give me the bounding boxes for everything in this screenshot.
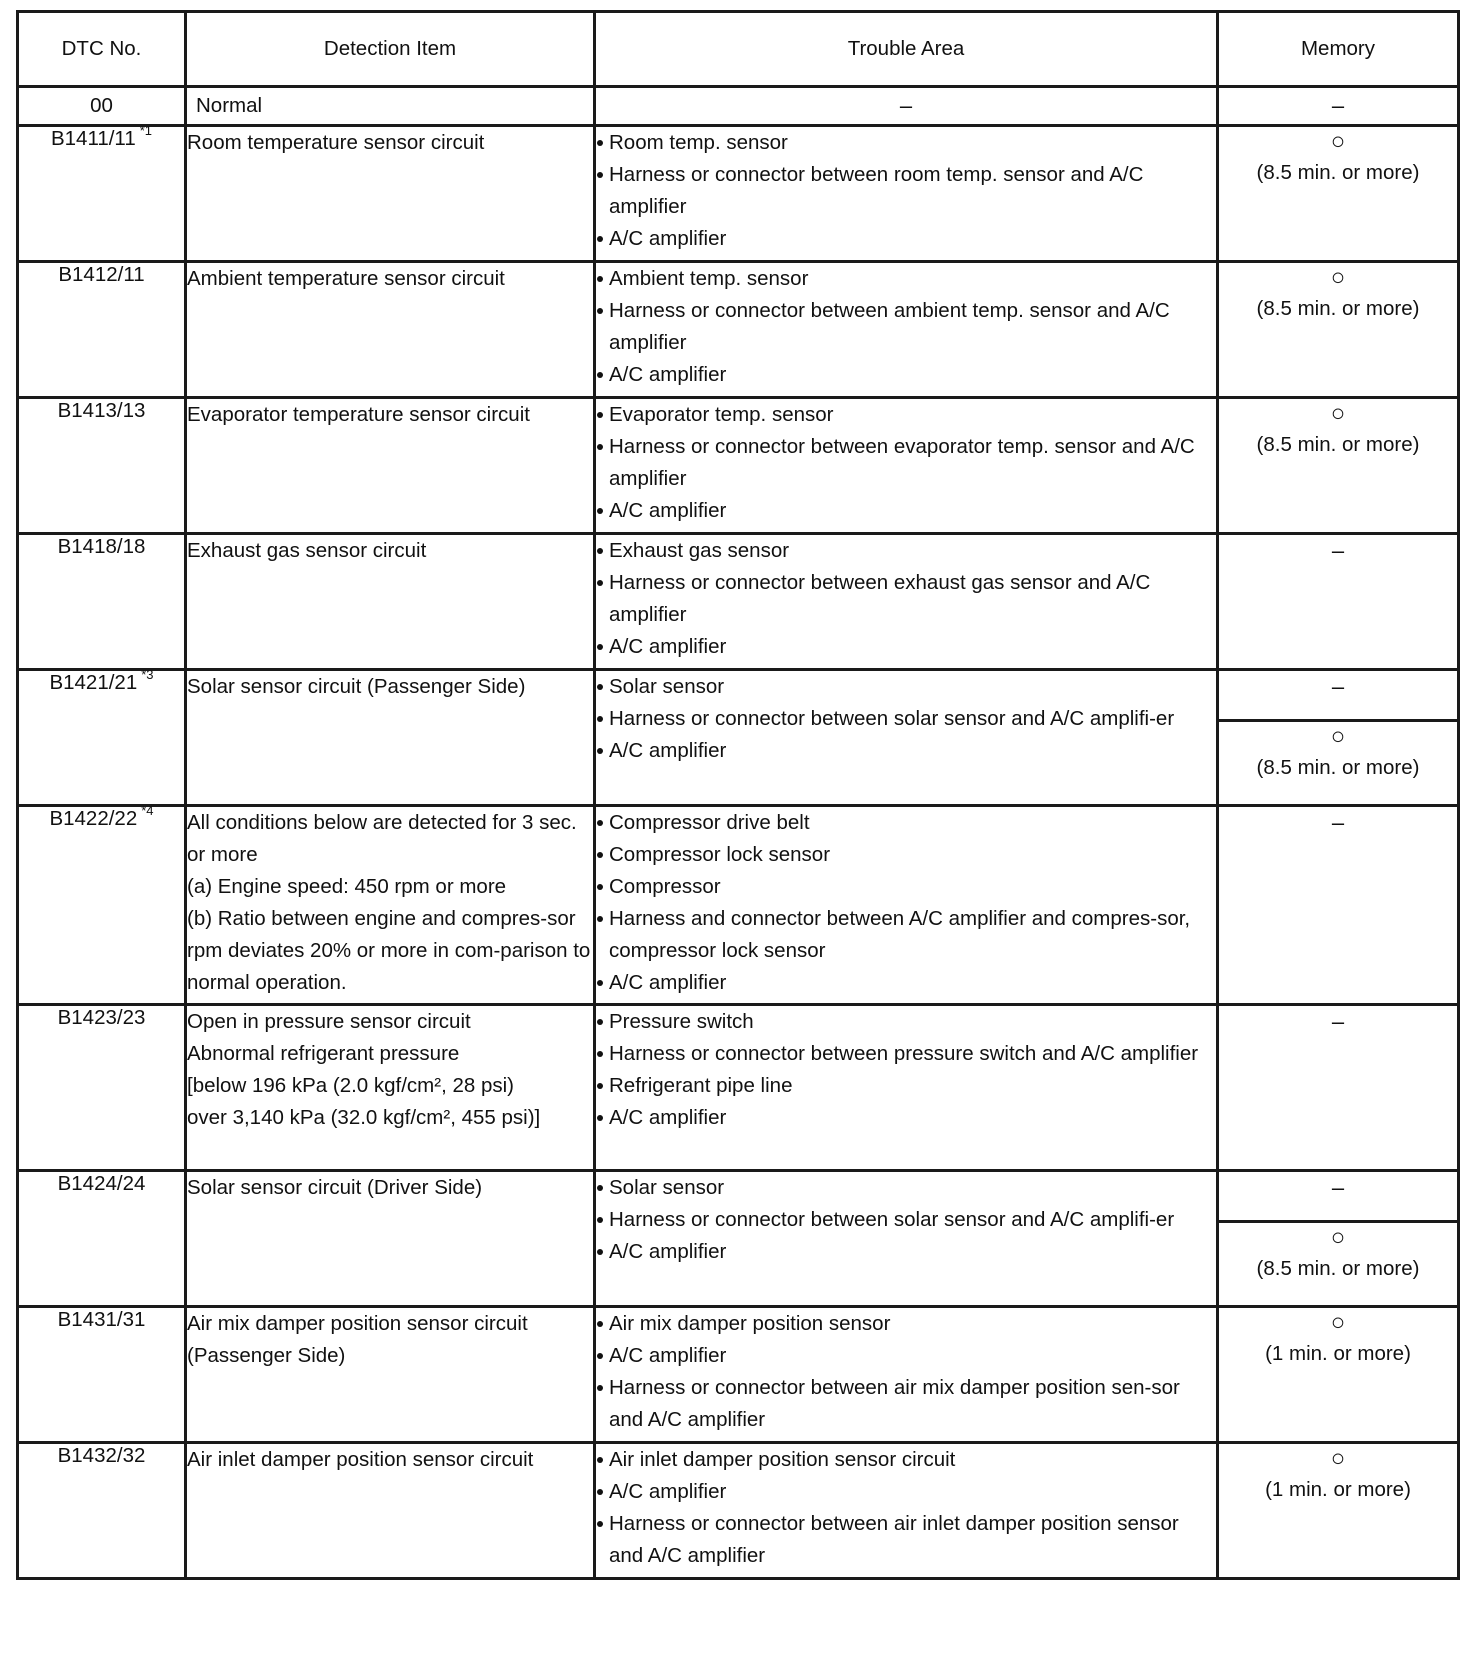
table-row [18,126,1459,262]
table-row [18,1307,1459,1443]
memory-text: (8.5 min. or more) [1256,756,1420,779]
dtc-table-sheet [16,10,1457,1580]
detection-line: (b) Ratio between engine and compres-sor rpm deviates 20% or more in com-parison to normal operation. [187,907,591,994]
memory-text: (1 min. or more) [1265,1478,1411,1501]
trouble-item: A/C amplifier [596,1236,1216,1268]
trouble-item: Compressor drive belt [596,807,1216,839]
detection-line: Exhaust gas sensor circuit [187,539,427,562]
dtc-number [18,262,186,398]
trouble-area [595,398,1218,534]
detection-line: All conditions below are detected for 3 sec. or more [187,811,577,866]
trouble-item: Room temp. sensor [596,127,1216,159]
trouble-list [596,1444,1216,1572]
trouble-list [596,1006,1216,1134]
detection-item [186,1171,595,1307]
dtc-number [18,1443,186,1579]
header-trouble-area: Trouble Area [595,12,1218,87]
trouble-item: Compressor [596,871,1216,903]
trouble-area [595,806,1218,1005]
table-row [18,262,1459,398]
dtc-number [18,1171,186,1307]
trouble-item: Air mix damper position sensor [596,1308,1216,1340]
memory-dash: – [1331,1175,1345,1200]
memory-circle-icon: ○ [1330,264,1346,291]
table-row [18,670,1459,721]
trouble-area [595,1443,1218,1579]
dtc-number [18,803,186,1005]
memory-text: (1 min. or more) [1265,1342,1411,1365]
dtc-number-text: 00 [90,94,113,117]
memory-circle-icon: ○ [1330,1445,1346,1472]
memory-text: (8.5 min. or more) [1256,161,1420,184]
dtc-number [18,123,186,262]
trouble-item: Solar sensor [596,671,1216,703]
memory-cell [1218,1222,1459,1307]
dtc-number-text: B1422/22 [49,807,138,830]
detection-item [186,262,595,398]
detection-line: (Passenger Side) [187,1344,346,1367]
memory-circle-icon: ○ [1330,1224,1346,1251]
dtc-number-text: B1431/31 [57,1308,146,1331]
trouble-item: A/C amplifier [596,359,1216,391]
memory-circle-icon: ○ [1330,400,1346,427]
table-body [18,87,1459,1579]
trouble-item: Pressure switch [596,1006,1216,1038]
dtc-number-text: B1423/23 [57,1006,146,1029]
memory-cell-top [1218,670,1459,721]
detection-item [186,1443,595,1579]
memory-cell [1218,1307,1459,1443]
trouble-item: Exhaust gas sensor [596,535,1216,567]
trouble-list [596,1172,1216,1268]
dtc-number-text: B1421/21 [49,671,138,694]
trouble-area [595,87,1218,126]
trouble-area [595,534,1218,670]
memory-dash: – [1331,538,1345,563]
detection-item [186,670,595,806]
trouble-item: Harness or connector between exhaust gas sensor and A/C amplifier [596,567,1216,631]
trouble-item: A/C amplifier [596,631,1216,663]
trouble-area [595,670,1218,806]
trouble-item: Compressor lock sensor [596,839,1216,871]
header-detection-item: Detection Item [186,12,595,87]
trouble-list [596,1308,1216,1436]
detection-line: Solar sensor circuit (Driver Side) [187,1176,483,1199]
trouble-item: Harness or connector between pressure switch and A/C amplifier [596,1038,1216,1070]
trouble-item: Refrigerant pipe line [596,1070,1216,1102]
trouble-item: Harness or connector between room temp. sensor and A/C amplifier [596,159,1216,223]
trouble-list [596,127,1216,255]
detection-line: Air mix damper position sensor circuit [187,1312,528,1335]
detection-line: Abnormal refrigerant pressure [187,1042,460,1065]
memory-cell [1218,87,1459,126]
memory-circle-icon: ○ [1330,128,1346,155]
memory-text: (8.5 min. or more) [1256,433,1420,456]
memory-cell [1218,534,1459,670]
table-row [18,398,1459,534]
dtc-number [18,1005,186,1171]
trouble-item: Evaporator temp. sensor [596,399,1216,431]
dtc-number-text: B1412/11 [58,263,145,286]
detection-line: Solar sensor circuit (Passenger Side) [187,675,526,698]
trouble-list [596,399,1216,527]
trouble-area [595,1307,1218,1443]
trouble-item: A/C amplifier [596,223,1216,255]
dtc-footnote-mark: *1 [139,123,153,138]
dtc-number-text: B1432/32 [57,1444,146,1467]
memory-dash: – [1331,1009,1345,1034]
detection-line: Ambient temperature sensor circuit [187,267,505,290]
table-row [18,534,1459,670]
trouble-item: Harness and connector between A/C amplifier and compres-sor, compressor lock sensor [596,903,1216,967]
table-row [18,87,1459,126]
table-header-row [18,12,1459,87]
detection-item [186,1005,595,1171]
trouble-item: Ambient temp. sensor [596,263,1216,295]
dtc-number [18,87,186,126]
table-row [18,806,1459,1005]
dtc-number [18,667,186,806]
memory-cell [1218,398,1459,534]
detection-item [186,534,595,670]
detection-item [186,1307,595,1443]
trouble-item: Harness or connector between evaporator temp. sensor and A/C amplifier [596,431,1216,495]
dtc-number [18,398,186,534]
trouble-item: Harness or connector between solar sensor and A/C amplifi-er [596,1204,1216,1236]
trouble-item: A/C amplifier [596,735,1216,767]
trouble-list [596,263,1216,391]
trouble-item: Harness or connector between air inlet damper position sensor and A/C amplifier [596,1508,1216,1572]
dtc-footnote-mark: *4 [141,803,154,818]
dtc-table [16,10,1460,1580]
detection-line: [below 196 kPa (2.0 kgf/cm², 28 psi) [187,1074,515,1097]
detection-item [186,87,595,126]
detection-line: Evaporator temperature sensor circuit [187,403,530,426]
trouble-item: A/C amplifier [596,1476,1216,1508]
memory-cell [1218,1443,1459,1579]
detection-item [186,806,595,1005]
detection-item [186,126,595,262]
memory-cell [1218,1005,1459,1171]
table-row [18,1005,1459,1171]
trouble-item: A/C amplifier [596,495,1216,527]
detection-line: Open in pressure sensor circuit [187,1010,471,1033]
detection-item [186,398,595,534]
memory-text: (8.5 min. or more) [1256,1257,1420,1280]
table-row [18,1171,1459,1222]
memory-circle-icon: ○ [1330,1309,1346,1336]
trouble-item: Harness or connector between ambient temp. sensor and A/C amplifier [596,295,1216,359]
trouble-list [596,671,1216,767]
trouble-item: Harness or connector between solar sensor and A/C amplifi-er [596,703,1216,735]
trouble-dash: – [899,93,913,118]
header-memory: Memory [1218,12,1459,87]
detection-line: (a) Engine speed: 450 rpm or more [187,875,507,898]
dtc-number-text: B1424/24 [57,1172,146,1195]
memory-cell [1218,262,1459,398]
memory-cell-top [1218,1171,1459,1222]
trouble-item: Harness or connector between air mix damper position sen-sor and A/C amplifier [596,1372,1216,1436]
trouble-item: A/C amplifier [596,1340,1216,1372]
memory-cell [1218,126,1459,262]
trouble-list [596,535,1216,663]
trouble-area [595,262,1218,398]
trouble-area [595,1005,1218,1171]
memory-text: (8.5 min. or more) [1256,297,1420,320]
detection-line: Normal [196,94,263,117]
trouble-item: Air inlet damper position sensor circuit [596,1444,1216,1476]
memory-text: – [1331,93,1345,118]
memory-cell [1218,806,1459,1005]
memory-circle-icon: ○ [1330,723,1346,750]
detection-line: Room temperature sensor circuit [187,131,485,154]
dtc-number-text: B1418/18 [57,535,146,558]
trouble-item: A/C amplifier [596,967,1216,999]
detection-line: over 3,140 kPa (32.0 kgf/cm², 455 psi)] [187,1106,541,1129]
detection-line: Air inlet damper position sensor circuit [187,1448,534,1471]
memory-dash: – [1331,674,1345,699]
dtc-number-text: B1411/11 [50,127,136,150]
dtc-number [18,534,186,670]
memory-cell [1218,721,1459,806]
dtc-number [18,1307,186,1443]
trouble-list [596,807,1216,999]
header-dtc-no: DTC No. [18,12,186,87]
trouble-area [595,126,1218,262]
dtc-number-text: B1413/13 [57,399,146,422]
dtc-footnote-mark: *3 [141,667,154,682]
memory-dash: – [1331,810,1345,835]
trouble-item: A/C amplifier [596,1102,1216,1134]
table-row [18,1443,1459,1579]
trouble-area [595,1171,1218,1307]
trouble-item: Solar sensor [596,1172,1216,1204]
